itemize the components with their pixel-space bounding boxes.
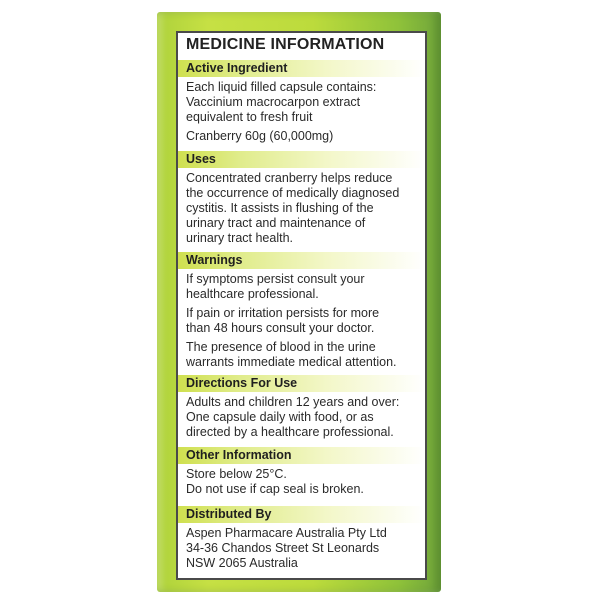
section-heading-active-ingredient: Active Ingredient xyxy=(178,60,425,77)
panel-title: MEDICINE INFORMATION xyxy=(186,36,385,53)
text-line: healthcare professional. xyxy=(186,287,319,301)
section-body-distributed-by xyxy=(186,526,422,571)
text-line: 34-36 Chandos Street St Leonards xyxy=(186,541,380,555)
text-line: the occurrence of medically diagnosed xyxy=(186,186,400,200)
text-line: Adults and children 12 years and over: xyxy=(186,395,400,409)
text-line: Concentrated cranberry helps reduce xyxy=(186,171,393,185)
text-line: directed by a healthcare professional. xyxy=(186,425,394,439)
text-line: warrants immediate medical attention. xyxy=(186,355,397,369)
section-heading-warnings: Warnings xyxy=(178,252,425,269)
text-line: Do not use if cap seal is broken. xyxy=(186,482,364,496)
text-line: If pain or irritation persists for more xyxy=(186,306,380,320)
text-line: cystitis. It assists in flushing of the xyxy=(186,201,374,215)
text-line: Aspen Pharmacare Australia Pty Ltd xyxy=(186,526,387,540)
section-body-uses xyxy=(186,171,422,246)
section-heading-directions: Directions For Use xyxy=(178,375,425,392)
text-line: Cranberry 60g (60,000mg) xyxy=(186,129,334,143)
text-line: Each liquid filled capsule contains: xyxy=(186,80,377,94)
text-line: Store below 25°C. xyxy=(186,467,287,481)
section-body-active-ingredient xyxy=(186,80,422,144)
section-body-directions xyxy=(186,395,422,440)
section-heading-distributed-by: Distributed By xyxy=(178,506,425,523)
section-heading-other-info: Other Information xyxy=(178,447,425,464)
section-body-warnings xyxy=(186,272,422,370)
text-line: If symptoms persist consult your xyxy=(186,272,365,286)
section-body-other-info xyxy=(186,467,422,497)
text-line: One capsule daily with food, or as xyxy=(186,410,374,424)
text-line: urinary tract health. xyxy=(186,231,293,245)
text-line: than 48 hours consult your doctor. xyxy=(186,321,375,335)
text-line: urinary tract and maintenance of xyxy=(186,216,366,230)
section-heading-uses: Uses xyxy=(178,151,425,168)
text-line: Vaccinium macrocarpon extract xyxy=(186,95,361,109)
text-line: NSW 2065 Australia xyxy=(186,556,298,570)
text-line: equivalent to fresh fruit xyxy=(186,110,313,124)
text-line: The presence of blood in the urine xyxy=(186,340,376,354)
